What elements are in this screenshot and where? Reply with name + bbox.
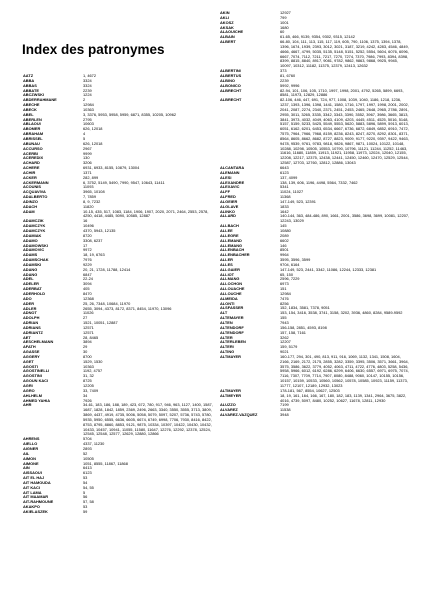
entry-surname: ABECHE xyxy=(23,103,40,108)
entry-references: 3324 xyxy=(83,77,92,83)
entry-surname: ALUZZO xyxy=(220,403,236,408)
entry-references: 140-144, 363, 484-486, 890, 1661, 2001, 3586, 3698, 3699, 10081, 12207, 12243, 13029 xyxy=(280,213,410,224)
entry-references: 1833 xyxy=(280,203,289,209)
entry-surname: AIT KACI xyxy=(23,485,40,490)
entry-references: 6123 xyxy=(83,470,92,476)
entry-surname: ADER xyxy=(23,301,35,306)
entry-references: 7199 xyxy=(280,402,289,408)
entry-references: 82-106, 446, 447, 691, 724, 977, 1008, 1039, 1040, 1186, 1218, 1236, 1237, 1393, 1396, 1398, 1441, 1580, 1716, 1797, 1997, 1998, 2001, 2002, 2041, 2087, 2274, 2340, 2371, 2451, 2453, 2465, 2648, 2965, 2786, 2891, 2955, 3011, 3265, 3335, 3342, 3343, 3390, 3552, 3967, 3986, 3665, 3813, 3841, 3973, 4032, 4049, 4063, 4109, 4203, 4445, 4511, 4525, 5016, 5148, 5157, 5159, 5233, 5425, 5549, 5553, 5620, 5883, 5896, 5899, 5913, 6013, 6051, 6162, 6201, 6453, 6534, 6667, 6736, 6872, 6849, 6852, 6910, 7472, 7575, 7964, 7966, 7968, 8159, 8236, 8243, 8247, 8270, 8292, 8301, 8371, 8564, 8605, 8662, 8682, 8727, 8823, 9009, 9177, 9220, 9397, 9422, 9463, 9478, 9539, 9761, 9783, 9818, 9826, 9867, 9871, 10024, 10122, 10148, 10288, 10298, 10505, 10553, 10790, 10796, 11121, 11244, 11252, 11463, 11616, 11680, 11859, 11913, 11921, 11958, 11973, 12024, 12040, 12155, 12208, 12217, 12375, 12438, 12441, 12450, 12460, 12470, 12529, 12544, 12587, 12703, 12760, 12812, 12886, 13043 xyxy=(280,97,409,166)
entry-surname: ADLER xyxy=(23,306,37,311)
entry-surname: ADELER xyxy=(23,282,39,287)
entry-surname: ALLIOT xyxy=(220,272,235,277)
entry-references: 5992, 9996 xyxy=(280,82,300,88)
entry-surname: ACKERMANN xyxy=(23,180,49,185)
entry-surname: AGOSTINELLI xyxy=(23,369,50,374)
entry-references: 5 xyxy=(83,489,86,495)
entry-references: 10603 xyxy=(83,121,94,127)
entry-references: 3324 xyxy=(83,82,92,88)
entry-surname: ALTEN xyxy=(220,321,233,325)
entry-surname: ADAMOWSKI xyxy=(23,243,48,248)
entry-references: 1680 xyxy=(280,24,289,30)
entry-references: 7, 7859 xyxy=(83,194,96,200)
entry-references: 147-149, 523, 12391 xyxy=(280,198,316,204)
entry-references: 12571 xyxy=(83,329,94,335)
entry-surname: ALSFASSER xyxy=(220,306,244,311)
entry-references: 2239 xyxy=(280,77,289,83)
entry-references: 10363 xyxy=(83,106,94,112)
entry-surname: ACHARD xyxy=(23,161,40,166)
entry-references: 10505 xyxy=(83,455,94,461)
entry-references: 1051, 8555, 11867, 11868 xyxy=(83,460,128,466)
entry-surname: ALLEGRE xyxy=(220,233,239,238)
entry-references: 6413 xyxy=(83,465,92,471)
entry-references: 16 xyxy=(83,218,88,224)
entry-surname: ALTMEYER xyxy=(220,393,242,398)
entry-references: 57, 58 xyxy=(83,499,94,505)
entry-references: 6931, 6933, 8155, 10879, 13004 xyxy=(83,165,140,171)
entry-references: 160-177, 294, 301, 490, 813, 911, 916, 1069, 1132, 1341, 1508, 1604, 2166, 2169, 2172, 2175, 2855, 3282, 3359, 3395, 3506, 3571, 3661, 3964, 3575, 3586, 3622, 3779, 4052, 4063, 4711, 4722, 4776, 4803, 5258, 5436, 5958, 5966, 6012, 6192, 6286, 6299, 6406, 6630, 6557, 6971, 6975, 7074, 7116, 7307, 7709, 7714, 7907, 8080, 8488, 9060, 10147, 10155, 10156, 10157, 10159, 10533, 10560, 10562, 10578, 10585, 10923, 11159, 11373, 11777, 12107, 12189, 12932, 13023 xyxy=(280,353,409,388)
entry-surname: AIL xyxy=(23,451,30,456)
entry-references: 82-94, 101, 106, 105, 1710, 1997, 1998, 2001, 4792, 5265, 5899, 6693, 8581, 11973, 12829, 12886 xyxy=(280,87,404,98)
entry-surname: ABRAHAM xyxy=(23,132,44,137)
entry-surname: AIMON xyxy=(23,456,36,461)
entry-surname: ALTING xyxy=(220,350,235,355)
entry-surname: ADALBERTO xyxy=(23,195,48,200)
entry-references: 151 xyxy=(280,286,287,292)
entry-references: 8720 xyxy=(83,232,92,238)
entry-references: 626, 12018 xyxy=(83,126,103,132)
entry-surname: ADRIANTZ xyxy=(23,330,43,335)
entry-references: 7943 xyxy=(280,320,289,325)
entry-references: 2239 xyxy=(83,87,92,93)
entry-surname: ABOMER xyxy=(23,127,41,132)
entry-surname: ALLES xyxy=(220,262,233,267)
entry-surname: ADAMOVIC xyxy=(23,248,45,253)
entry-surname: ALLENBACHER xyxy=(220,253,250,258)
entry-surname: ALEMANN xyxy=(220,170,240,175)
entry-surname: ALINKO xyxy=(220,209,235,214)
entry-references: 8725 xyxy=(83,378,92,384)
entry-surname: ALVAREZ-VAZQUEZ xyxy=(220,413,258,418)
entry-references: 4370, 5943, 12135 xyxy=(83,228,116,233)
entry-surname: ADAMSCHAK xyxy=(23,258,49,263)
entry-surname: ALLEMAND xyxy=(220,238,242,243)
entry-surname: ADACH xyxy=(23,204,38,209)
entry-surname: ADEL xyxy=(23,277,34,282)
entry-surname: ABCZWSKI xyxy=(23,93,44,98)
entry-surname: ALLGAIER xyxy=(220,267,240,272)
index-entry xyxy=(220,394,408,404)
entry-surname: ABBAS xyxy=(23,83,37,88)
entry-references: 6847 xyxy=(83,271,92,277)
entry-surname: AIT LAMA xyxy=(23,490,42,495)
entry-references: 8501 xyxy=(280,247,289,253)
entry-references: 61-65, 466, 9139, 9354, 9302, 9315, 12142 xyxy=(280,34,355,40)
entry-surname: ALVAREZ xyxy=(220,408,238,413)
entry-surname: ADAMS xyxy=(23,253,38,258)
entry-references: 3, 3376, 5953, 5958, 5959, 6871, 8355, 10205, 10962 xyxy=(83,111,177,117)
entry-references: 17 xyxy=(83,242,88,248)
entry-surname: ADNOT xyxy=(23,311,37,316)
entry-surname: ALLER xyxy=(220,258,233,263)
index-entry xyxy=(220,355,408,389)
entry-surname: ALBONICO xyxy=(220,83,241,88)
entry-surname: ADRIANS xyxy=(23,325,41,330)
entry-references: 152, 1834, 3581, 7378, 9051 xyxy=(280,305,330,311)
entry-surname: ALONTI xyxy=(220,301,235,306)
entry-references: 156-158, 2851, 4593, 8198 xyxy=(280,324,327,330)
entry-references: 30 xyxy=(83,349,88,355)
entry-surname: ABEL xyxy=(23,112,34,117)
entry-surname: ALGEIER xyxy=(220,199,238,204)
entry-references: 59 xyxy=(83,508,88,514)
entry-references: 6, 3752, 5149, 5490, 7990, 9547, 10643, 11411 xyxy=(83,179,165,185)
entry-references: 56 xyxy=(83,494,88,500)
entry-surname: ABECK xyxy=(23,107,37,112)
entry-surname: ADRIAN xyxy=(23,321,39,326)
entry-references: 3262 xyxy=(280,334,289,340)
entry-references: 146 xyxy=(280,242,287,248)
entry-surname: AGGERY xyxy=(23,354,40,359)
entry-surname: ACHERE xyxy=(23,166,40,171)
entry-references: 12368 xyxy=(83,295,94,301)
entry-surname: ADO xyxy=(23,296,32,301)
entry-references: 54 xyxy=(83,479,88,485)
entry-surname: ALEXANDRE xyxy=(220,180,245,185)
entry-surname: ALFF xyxy=(220,190,230,195)
entry-surname: ALMEIDA xyxy=(220,296,238,301)
entry-references: 9704, 6164 xyxy=(280,261,300,267)
entry-surname: AESCHELMANN xyxy=(23,340,54,345)
entry-references: 4 xyxy=(83,131,86,137)
entry-references: 12984 xyxy=(280,290,291,296)
entry-surname: ADAMCZYK xyxy=(23,229,46,233)
entry-surname: AIGNER xyxy=(23,446,39,451)
entry-surname: ADAMCZIK xyxy=(23,219,44,224)
entry-surname: ALBERTUS xyxy=(220,73,242,78)
entry-references: 8470 xyxy=(83,290,92,296)
entry-references: 18, 19, 161, 164, 166, 167, 180, 182, 183, 1139, 1341, 2964, 3675, 3822, 4016, 4739, 5097, 8480, 10252, 10627, 11678, 12811, 12930 xyxy=(280,392,407,403)
entry-surname: ADOLPH xyxy=(23,316,40,321)
entry-surname: ALTMAYER xyxy=(220,354,241,359)
entry-references: 11026 xyxy=(83,310,94,316)
entry-references: 8, 9, 7232 xyxy=(83,198,101,204)
entry-surname: AKSAK xyxy=(220,25,234,30)
entry-surname: ACERBI xyxy=(23,151,38,156)
entry-references: 1, 4672 xyxy=(83,73,96,78)
entry-surname: ALESI xyxy=(220,175,232,180)
index-column-right xyxy=(220,11,408,418)
entry-surname: ALAOUICHE xyxy=(220,30,244,35)
entry-references: 6973 xyxy=(280,281,289,287)
entry-references: 2893 xyxy=(83,445,92,451)
entry-surname: ALTER xyxy=(220,335,233,340)
entry-surname: ADANG xyxy=(23,267,38,272)
entry-references: 34-61, 183, 186, 188, 189, 423, 672, 780, 917, 946, 963, 1127, 1400, 1587, 1687, 1828, 1842, 1859, 2369, 2496, 2663, 3340, 3550, 3555, 3713, 3809, 3869, 4437, 4919, 4735, 5006, 5058, 5079, 5097, 5207, 5736, 5743, 5780, 5935, 5950, 6555, 6636, 6605, 6674, 6749, 6998, 7706, 7930, 8416, 8422, 8753, 8795, 8860, 8853, 9121, 9875, 10334, 10397, 10422, 10430, 10432, 10433, 10457, 10941, 11055, 11580, 11647, 12276, 12292, 12378, 12524, 12545, 12548, 12577, 12629, 12880, 12866 xyxy=(83,402,213,437)
entry-references: 3308, 6237 xyxy=(83,237,103,243)
entry-references: 9972 xyxy=(83,247,92,253)
entry-surname: AKIN xyxy=(220,11,230,15)
entry-surname: AGOSTINI xyxy=(23,374,42,379)
entry-surname: ADAMO xyxy=(23,238,38,243)
entry-references: 2795 xyxy=(83,116,92,122)
entry-references: 28, 8465 xyxy=(83,334,99,340)
entry-surname: AHMED YAHIA xyxy=(23,398,51,403)
index-entry xyxy=(220,214,408,224)
entry-surname: AGOSTI xyxy=(23,364,38,369)
entry-references: 25, 26, 7348, 10684, 11970 xyxy=(83,300,131,306)
entry-references: 31, 32 xyxy=(83,373,94,379)
entry-surname: ABLAOUI xyxy=(23,122,41,127)
entry-surname: ADANG xyxy=(23,272,38,277)
entry-surname: AFATH xyxy=(23,345,36,350)
entry-references: 11820 xyxy=(83,203,94,209)
entry-surname: ACCURSO xyxy=(23,146,43,151)
entry-references: 12571 xyxy=(83,324,94,330)
entry-surname: ALBRECHT xyxy=(220,98,242,103)
entry-references: 9964 xyxy=(280,252,289,258)
entry-surname: ACKER xyxy=(23,175,37,180)
entry-surname: AATZ xyxy=(23,74,34,78)
entry-references: 10-15, 435, 517, 1083, 1184, 1906, 1907, 2020, 2071, 2464, 2553, 2578, 4250, 4418, 4485, 5090, 10585, 12887 xyxy=(83,208,209,219)
entry-surname: AIMONE xyxy=(23,461,39,466)
entry-references: 3206 xyxy=(83,160,92,166)
entry-references: 6123 xyxy=(280,169,289,175)
entry-references: 9021 xyxy=(280,349,289,355)
entry-surname: AGRI xyxy=(23,384,33,388)
entry-references: 54, 55 xyxy=(83,484,94,490)
entry-surname: ALTEMAYER xyxy=(220,316,244,321)
entry-references: 799 xyxy=(280,14,287,20)
entry-surname: AGET xyxy=(23,359,34,364)
entry-surname: ACQUAVIVA xyxy=(23,190,46,195)
entry-surname: AHR xyxy=(23,403,32,408)
entry-references: 12205 xyxy=(83,383,94,388)
entry-surname: ACOUNIS xyxy=(23,185,41,190)
entry-references: 2 xyxy=(83,97,86,103)
entry-references: 66-80, 104, 111, 113, 115, 117, 119, 605, 790, 1106, 1375, 1394, 1378, 1396, 1674, 1939, 2393, 3012, 3021, 3187, 3219, 4242, 4283, 4546, 4849, 4666, 4667, 4799, 5035, 5135, 5148, 5151, 5252, 5554, 5604, 6076, 6096, 6667, 7074, 7112, 7211, 7217, 7270, 7274, 7370, 7986, 7993, 8394, 8398, 8399, 8815, 8840, 8917, 9081, 9782, 9862, 9863, 9868, 9925, 9945, 10097, 10312, 11182, 11375, 12379, 12413, 12632 xyxy=(280,39,409,69)
entry-references: 11368 xyxy=(280,194,291,200)
entry-surname: AGOUN KACI xyxy=(23,379,49,384)
entry-surname: AGASSE xyxy=(23,350,40,355)
page-title: Index des patronymes xyxy=(22,42,165,57)
entry-surname: ADAMSKI xyxy=(23,262,42,267)
entry-surname: ADAM xyxy=(23,209,35,214)
entry-references: 6643 xyxy=(280,165,289,170)
entry-references: 405 xyxy=(83,286,90,292)
entry-references: 65, 150 xyxy=(280,271,293,277)
entry-surname: ABDERRAHMANE xyxy=(23,98,57,103)
index-column-left xyxy=(23,74,211,515)
entry-surname: AHLHELM xyxy=(23,393,43,398)
entry-references: 1224 xyxy=(83,92,92,98)
entry-surname: AIT-RAHMOUNE xyxy=(23,500,54,505)
entry-references: 147-149, 523, 2441, 3342, 11086, 12244, 12333, 12381 xyxy=(280,266,377,272)
entry-surname: AKOSZ xyxy=(220,20,234,25)
entry-surname: ALLOUCHE xyxy=(220,291,242,296)
entry-surname: AIN xyxy=(23,466,30,471)
entry-references: 8256 xyxy=(280,300,289,306)
entry-references: 1371 xyxy=(83,169,92,175)
entry-surname: ALLOCHON xyxy=(220,282,243,287)
entry-surname: ALTENDORF xyxy=(220,330,244,335)
entry-surname: ADERBAT xyxy=(23,287,42,292)
entry-surname: ALBAIN xyxy=(220,35,235,40)
entry-surname: ALFRED xyxy=(220,195,236,200)
entry-references: 7976 xyxy=(83,257,92,263)
entry-surname: ALLENBACH xyxy=(220,248,245,253)
entry-references: 81, 6760 xyxy=(280,72,296,78)
entry-references: 34 xyxy=(83,392,88,398)
entry-surname: ALBERTINI xyxy=(220,69,241,74)
entry-references: 2967 xyxy=(83,145,92,151)
entry-references: 5704 xyxy=(83,436,92,442)
entry-references: 1001 xyxy=(280,19,289,25)
entry-references: 157, 158, 7161 xyxy=(280,329,306,335)
entry-surname: AKIELASZEK xyxy=(23,509,48,514)
entry-surname: ALLBACH xyxy=(220,224,239,229)
entry-surname: AGRO xyxy=(23,388,35,393)
entry-references: 20, 21, 1728, 11788, 12414 xyxy=(83,266,131,272)
entry-references: 1521, 10051, 12887 xyxy=(83,320,118,326)
entry-surname: AHRENS xyxy=(23,437,40,442)
entry-references: 10363 xyxy=(83,363,94,369)
entry-references: 53 xyxy=(83,475,88,481)
entry-references: 3894 xyxy=(83,339,92,345)
entry-references: 178-181, 567, 8554, 10627, 12503 xyxy=(280,387,340,393)
entry-surname: ALTENDORF xyxy=(220,325,244,330)
entry-surname: ALBERT xyxy=(220,40,236,45)
entry-surname: AIELLO xyxy=(23,442,38,447)
entry-references: 137, 4099 xyxy=(280,174,298,180)
entry-references: 33, 7409 xyxy=(83,387,99,393)
entry-references: 27 xyxy=(83,315,88,321)
entry-surname: ACHIR xyxy=(23,170,36,175)
entry-surname: ADAMIAK xyxy=(23,233,42,238)
entry-surname: ALT xyxy=(220,311,228,316)
entry-surname: AISSAOUI xyxy=(23,471,42,476)
entry-surname: ALLARD xyxy=(220,214,236,219)
entry-references: 11024, 11027 xyxy=(280,189,304,195)
entry-surname: AIT HAMOUDA xyxy=(23,480,51,485)
entry-surname: ADERHOLD xyxy=(23,291,46,296)
entry-references: 11093 xyxy=(83,184,94,190)
entry-surname: ALBINO xyxy=(220,78,235,83)
entry-references: 282, 899 xyxy=(83,174,99,180)
entry-surname: ALBRECHT xyxy=(220,88,242,93)
index-entry xyxy=(23,210,211,220)
entry-surname: ALLEMANG xyxy=(220,243,243,248)
entry-surname: ALTERLEBEN xyxy=(220,340,246,345)
index-entry xyxy=(23,510,211,515)
entry-references: 5 xyxy=(83,135,86,141)
entry-surname: ALGLAVE xyxy=(220,204,239,209)
entry-references: 52 xyxy=(83,450,88,456)
entry-references: 4337, 11230 xyxy=(83,441,105,447)
entry-references: 1642 xyxy=(280,208,289,214)
entry-surname: AIT MAAMAR xyxy=(23,495,49,500)
entry-references: 60 xyxy=(280,29,285,35)
entry-references: 9999 xyxy=(83,150,92,156)
entry-references: 373 xyxy=(280,68,287,74)
entry-surname: ALTERI xyxy=(220,345,234,350)
entry-surname: AIT EL HAJ xyxy=(23,476,45,481)
entry-references: 3595, 3596, 3599 xyxy=(280,257,311,263)
entry-references: 9229 xyxy=(83,261,92,267)
entry-references: 153, 154, 3416, 3538, 3741, 3158, 3202, 3936, 4860, 8284, 9589-9592 xyxy=(280,310,403,316)
entry-references: 18, 19, 6763 xyxy=(83,252,105,258)
entry-surname: ALLMANG xyxy=(220,277,240,282)
entry-surname: ABERLEN xyxy=(23,117,42,122)
entry-surname: ADINZO xyxy=(23,199,38,204)
entry-surname: ALTMAYER xyxy=(220,388,241,393)
entry-references: 6602 xyxy=(280,237,289,243)
entry-surname: ALCANTARA xyxy=(220,166,245,170)
entry-references: 12207 xyxy=(280,339,291,345)
entry-references: 53 xyxy=(83,504,88,510)
index-entry xyxy=(220,413,408,418)
entry-references: 22-24 xyxy=(83,276,93,282)
entry-references: 3094 xyxy=(83,281,92,287)
entry-references: 3948 xyxy=(280,412,289,418)
entry-references: 130 xyxy=(83,155,90,161)
entry-references: 159, 5179 xyxy=(280,344,298,350)
entry-references: 2089 xyxy=(280,232,289,238)
entry-references: 1529, 1530 xyxy=(83,358,103,364)
entry-references: 2596, 7229 xyxy=(280,276,300,282)
entry-references: 8700 xyxy=(83,353,92,359)
entry-surname: ALEXAVIC xyxy=(220,185,240,190)
entry-references: 2655, 3094, 4373, 8172, 8371, 8454, 11970, 13096 xyxy=(83,305,172,311)
entry-surname: AKAKPO xyxy=(23,505,40,510)
index-entry xyxy=(220,98,408,166)
entry-surname: ABBATE xyxy=(23,88,39,93)
entry-references: 29 xyxy=(83,344,88,350)
entry-references: 7476 xyxy=(280,295,289,301)
entry-surname: ACEREDIX xyxy=(23,156,44,161)
entry-references: 10496 xyxy=(83,223,94,229)
entry-references: 5341 xyxy=(280,184,289,190)
entry-surname: ALLOUACHE xyxy=(220,287,245,292)
entry-surname: AKLI xyxy=(220,15,230,20)
entry-references: 138, 139, 606, 1196, 4498, 5564, 7332, 7462 xyxy=(280,179,358,185)
index-entry xyxy=(23,403,211,437)
entry-references: 10880 xyxy=(280,227,291,233)
entry-references: 155 xyxy=(280,315,287,321)
entry-references: 145 xyxy=(280,223,287,229)
index-entry xyxy=(220,40,408,69)
entry-references: 11538 xyxy=(280,407,291,413)
entry-surname: AET xyxy=(23,335,31,340)
entry-surname: ABBA xyxy=(23,78,35,83)
entry-surname: ABRISSEL xyxy=(23,136,43,141)
entry-references: 3965, 10108 xyxy=(83,189,105,195)
entry-references: 626, 12018 xyxy=(83,140,103,146)
entry-references: 7926 xyxy=(83,397,92,403)
entry-references: 12984 xyxy=(83,102,94,108)
entry-surname: ABUNAU xyxy=(23,141,40,146)
entry-surname: ALLEE xyxy=(220,228,233,233)
entry-surname: ADAMCZYK xyxy=(23,224,46,229)
entry-references: 12927 xyxy=(280,10,291,15)
entry-references: 1192, 4757 xyxy=(83,368,103,374)
